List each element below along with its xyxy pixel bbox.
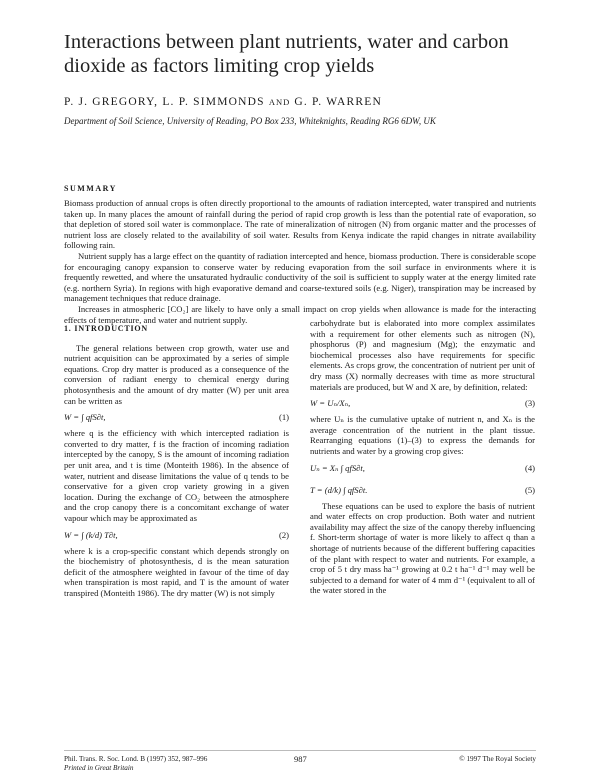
equation-text: T = (d/k) ∫ qfS∂t. — [310, 484, 368, 495]
summary-body — [64, 198, 536, 325]
printed-note: Printed in Great Britain — [64, 764, 134, 772]
summary-paragraph: Increases in atmospheric [CO₂] are likely to have only a small impact on crop yields when allowance is made for the interacting effects of temperature, and water and nutrient supply. — [64, 303, 536, 325]
body-paragraph: carbohydrate but is elaborated into more complex assimilates with a requirement for other elements such as nitrogen (N), phosphorus (P) and magnesium (Mg); the enzymatic and biochemical processes also have requirements for specific elements. As crops grow, the concentration of nutrient per unit of dry mass (X) normally decreases with time as more structural materials are produced, but W and X are, by definition, related: — [310, 318, 535, 392]
equation-text: W = ∫ (k/d) T∂t, — [64, 529, 118, 540]
footer-divider — [64, 750, 536, 751]
equation-2 — [64, 524, 289, 546]
page-number: 987 — [294, 754, 307, 764]
equation-text: W = ∫ qfS∂t, — [64, 412, 106, 423]
authors-and: AND — [268, 97, 291, 107]
equation-text: Uₙ = Xₙ ∫ qfS∂t, — [310, 462, 365, 473]
equation-4 — [310, 457, 535, 479]
equation-number: (1) — [278, 412, 289, 423]
body-paragraph: where k is a crop-specific constant which depends strongly on the biochemistry of photosynthesis, d is the mean saturation deficit of the atmosphere weighted in favour of the time of day when transpiration is most rapid, and T is the amount of water transpired (Monteith 1986). The dry matter (W) is not simply — [64, 545, 289, 598]
section-heading: 1. INTRODUCTION — [64, 324, 149, 333]
equation-1 — [64, 406, 289, 428]
article-title: Interactions between plant nutrients, water and carbon dioxide as factors limiting crop yields — [64, 31, 509, 77]
equation-number: (5) — [524, 484, 535, 495]
right-column — [310, 318, 535, 596]
authors-part-2: G. P. WARREN — [294, 96, 383, 108]
body-paragraph: The general relations between crop growth, water use and nutrient acquisition can be approximated by a series of simple equations. Crop dry matter is produced as a consequence of the conversion of radiant energy to chemical energy during photosynthesis and the amount of dry matter (W) per unit area can be written as — [64, 342, 289, 406]
equation-number: (3) — [524, 398, 535, 409]
author-list — [64, 96, 544, 108]
journal-citation: Phil. Trans. R. Soc. Lond. B (1997) 352, 987–996 — [64, 755, 208, 763]
equation-5 — [310, 479, 535, 501]
left-column — [64, 324, 289, 598]
body-paragraph: These equations can be used to explore the basis of nutrient and water effects on crop production. Both water and nutrient availability may affect the size of the canopy thereby influencing f. Short-term shortage of water is more likely to affect q than a shortage of nutrients because of the different buffering capacities of the plant with respect to water and nutrients. For example, a crop of 5 t dry mass ha⁻¹ growing at 0.2 t ha⁻¹ d⁻¹ may well be subjected to a demand for water of 4 mm d⁻¹ (equivalent to all of the water stored in the — [310, 500, 535, 596]
equation-text: W = Uₙ/Xₙ, — [310, 398, 351, 409]
summary-heading: SUMMARY — [64, 184, 117, 193]
equation-number: (4) — [524, 462, 535, 473]
copyright-notice: © 1997 The Royal Society — [459, 755, 536, 763]
affiliation: Department of Soil Science, University of Reading, PO Box 233, Whiteknights, Reading RG6 6DW, UK — [64, 116, 436, 126]
summary-paragraph: Nutrient supply has a large effect on the quantity of radiation intercepted and hence, biomass production. There is considerable scope for encouraging canopy expansion to conserve water by reducing evaporation from the soil surface in environments where it is frequently rewetted, and where the unsaturated hydraulic conductivity of the soil is sufficient to supply water at the energy limited rate (e.g. northern Syria). In regions with high evaporative demand and coarse-textured soils (e.g. Niger), transpiration may be increased by management techniques that reduce drainage. — [64, 250, 536, 304]
body-paragraph: where Uₙ is the cumulative uptake of nutrient n, and Xₙ is the average concentration of the nutrient in the plant tissue. Rearranging equations (1)–(3) to express the demands for nutrients and water by a growing crop gives: — [310, 414, 535, 456]
body-paragraph: where q is the efficiency with which intercepted radiation is converted to dry matter, f is the fraction of incoming radiation intercepted by the canopy, S is the amount of incoming radiation per unit area, and t is time (Monteith 1986). In the absence of water, nutrient and disease limitations the value of q tends to be conservative for a given crop variety growing in a given location. During the exchange of CO₂ between the atmosphere and the crop canopy there is a concomitant exchange of water vapour which may be approximated as — [64, 428, 289, 523]
authors-part-1: P. J. GREGORY, L. P. SIMMONDS — [64, 96, 265, 108]
summary-paragraph: Biomass production of annual crops is often directly proportional to the amounts of radiation intercepted, water transpired and nutrients taken up. In many places the amount of rainfall during the period of rapid crop growth is less than the potential rate of evaporation, so that depletion of stored soil water is commonplace. The rate of mineralization of nitrogen (N) from organic matter and the processes of nutrient loss are closely related to the availability of soil water. Results from Kenya indicate the rapid changes in nitrate availability following rain. — [64, 198, 536, 251]
equation-3 — [310, 392, 535, 414]
equation-number: (2) — [278, 529, 289, 540]
